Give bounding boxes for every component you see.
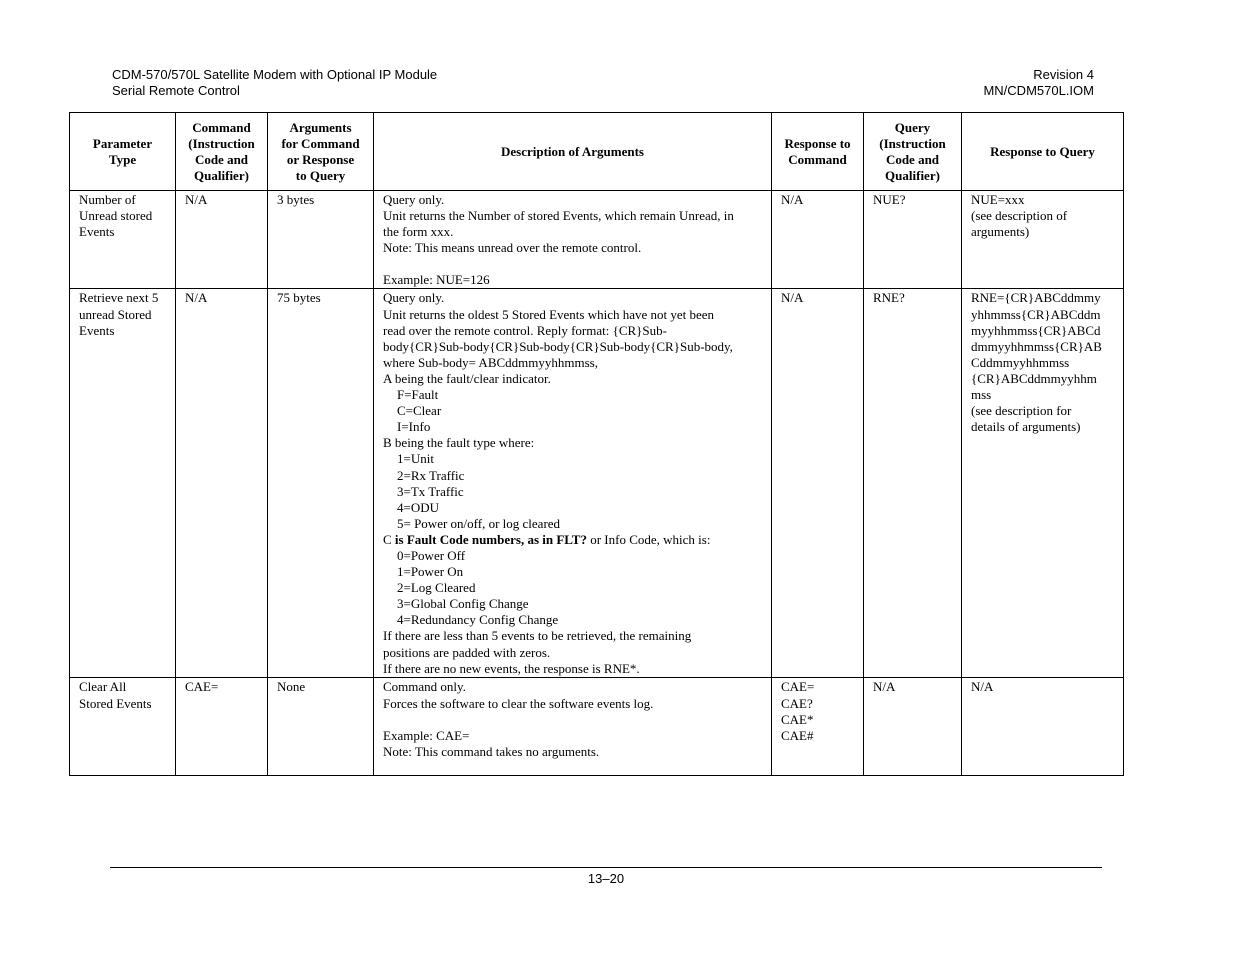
response-to-query-cell: RNE={CR}ABCddmmy yhhmmss{CR}ABCddm myyhhmmss{CR}ABCd dmmyyhhmmss{CR}AB Cddmmyyhhmmss {CR}ABCddmmyyhhm mss (see description for details of arguments) bbox=[962, 289, 1124, 678]
parameter-type-cell: Retrieve next 5 unread Stored Events bbox=[70, 289, 176, 678]
response-to-command-cell: N/A bbox=[772, 191, 864, 289]
query-cell: NUE? bbox=[864, 191, 962, 289]
table-row bbox=[70, 289, 1124, 678]
response-to-query-cell: N/A bbox=[962, 678, 1124, 776]
revision-label: Revision 4 bbox=[1033, 67, 1094, 82]
command-cell: N/A bbox=[176, 191, 268, 289]
document-number: MN/CDM570L.IOM bbox=[983, 83, 1094, 98]
description-cell: Query only. Unit returns the oldest 5 Stored Events which have not yet been read over the remote control. Reply format: {CR}Sub- body{CR}Sub-body{CR}Sub-body{CR}Sub-body{CR}Sub-body, where Sub-body= ABCddmmyyhhmmss, A being the fault/clear indicator. F=Fault C=Clear I=Info B being the fault type where: 1=Unit 2=Rx Traffic 3=Tx Traffic 4=ODU 5= Power on/off, or log cleared C is Fault Code numbers, as in FLT? or Info Code, which is: 0=Power Off 1=Power On 2=Log Cleared 3=Global Config Change 4=Redundancy Config Change If there are less than 5 events to be retrieved, the remaining positions are padded with zeros. If there are no new events, the response is RNE*. bbox=[374, 289, 772, 678]
document-header-left bbox=[112, 67, 437, 99]
parameter-type-cell: Clear All Stored Events bbox=[70, 678, 176, 776]
footer-divider bbox=[110, 867, 1102, 868]
arguments-cell: 75 bytes bbox=[268, 289, 374, 678]
command-table bbox=[69, 112, 1124, 776]
document-header-right bbox=[983, 67, 1094, 99]
response-to-query-cell: NUE=xxx (see description of arguments) bbox=[962, 191, 1124, 289]
table-row bbox=[70, 191, 1124, 289]
description-cell: Query only. Unit returns the Number of stored Events, which remain Unread, in the form xxx. Note: This means unread over the remote control. Example: NUE=126 bbox=[374, 191, 772, 289]
query-cell: RNE? bbox=[864, 289, 962, 678]
parameter-type-cell: Number of Unread stored Events bbox=[70, 191, 176, 289]
column-header-parameter-type: Parameter Type bbox=[70, 113, 176, 191]
command-cell: N/A bbox=[176, 289, 268, 678]
page-number: 13–20 bbox=[587, 871, 625, 886]
query-cell: N/A bbox=[864, 678, 962, 776]
section-title: Serial Remote Control bbox=[112, 83, 240, 98]
response-to-command-cell: N/A bbox=[772, 289, 864, 678]
arguments-cell: 3 bytes bbox=[268, 191, 374, 289]
column-header-response-to-command: Response to Command bbox=[772, 113, 864, 191]
column-header-arguments: Arguments for Command or Response to Query bbox=[268, 113, 374, 191]
response-to-command-cell: CAE= CAE? CAE* CAE# bbox=[772, 678, 864, 776]
command-cell: CAE= bbox=[176, 678, 268, 776]
table-header-row bbox=[70, 113, 1124, 191]
arguments-cell: None bbox=[268, 678, 374, 776]
description-cell: Command only. Forces the software to clear the software events log. Example: CAE= Note: This command takes no arguments. bbox=[374, 678, 772, 776]
column-header-command: Command (Instruction Code and Qualifier) bbox=[176, 113, 268, 191]
column-header-response-to-query: Response to Query bbox=[962, 113, 1124, 191]
table-row bbox=[70, 678, 1124, 776]
column-header-query: Query (Instruction Code and Qualifier) bbox=[864, 113, 962, 191]
document-title: CDM-570/570L Satellite Modem with Optional IP Module bbox=[112, 67, 438, 82]
column-header-description: Description of Arguments bbox=[374, 113, 772, 191]
